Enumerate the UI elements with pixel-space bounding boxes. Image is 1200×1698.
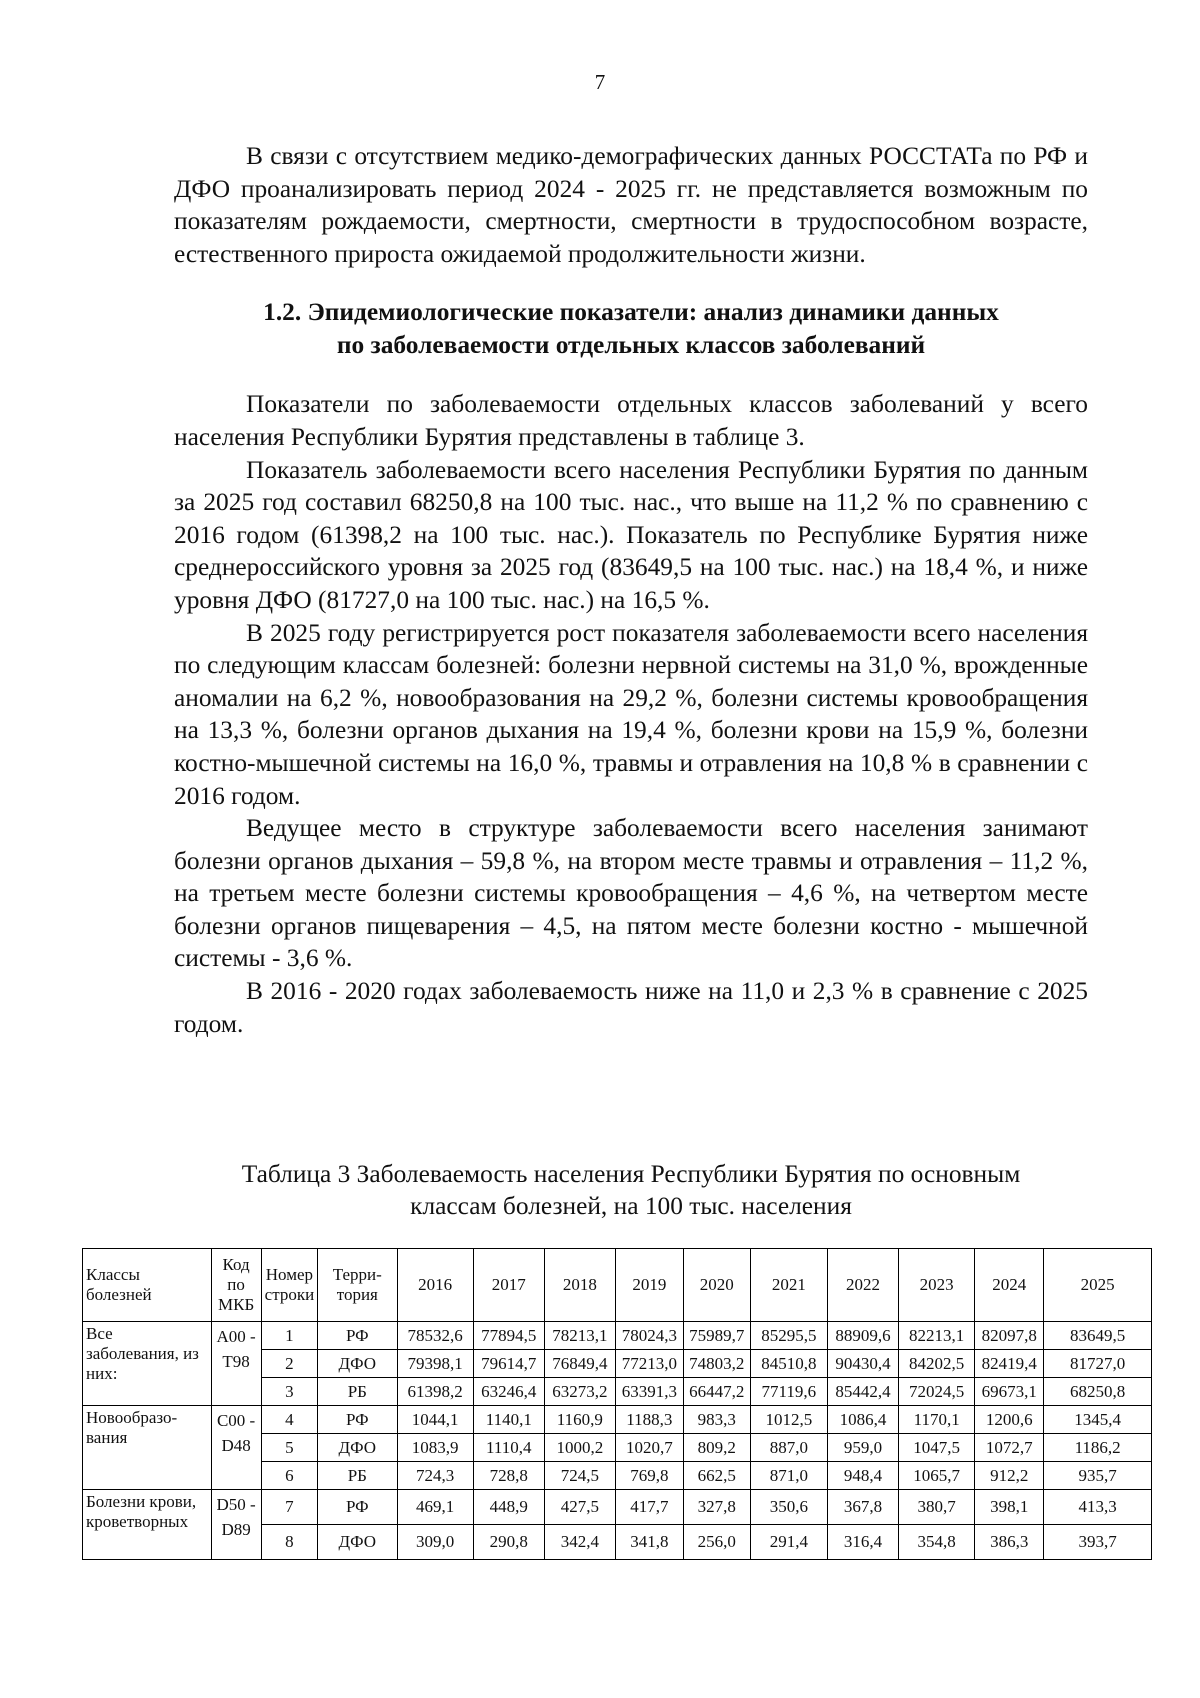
paragraph-5: В 2016 - 2020 годах заболеваемость ниже на 11,0 и 2,3 % в сравнение с 2025 годом. <box>174 977 1088 1038</box>
value-cell: 85295,5 <box>750 1322 827 1350</box>
value-cell: 81727,0 <box>1044 1350 1152 1378</box>
icd-code-cell: D50 - D89 <box>211 1490 261 1560</box>
table-caption-line-1: Таблица 3 Заболеваемость населения Республики Бурятия по основным <box>241 1160 1021 1188</box>
value-cell: 1065,7 <box>899 1462 975 1490</box>
table-header-row <box>83 1249 1152 1322</box>
value-cell: 959,0 <box>827 1434 898 1462</box>
disease-class-cell: Все заболевания, из них: <box>83 1322 212 1406</box>
value-cell: 83649,5 <box>1044 1322 1152 1350</box>
value-cell: 77894,5 <box>473 1322 544 1350</box>
value-cell: 809,2 <box>683 1434 750 1462</box>
value-cell: 1072,7 <box>975 1434 1044 1462</box>
value-cell: 380,7 <box>899 1490 975 1525</box>
header-year: 2024 <box>975 1249 1044 1322</box>
value-cell: 1012,5 <box>750 1406 827 1434</box>
value-cell: 1086,4 <box>827 1406 898 1434</box>
value-cell: 1200,6 <box>975 1406 1044 1434</box>
header-year: 2020 <box>683 1249 750 1322</box>
value-cell: 367,8 <box>827 1490 898 1525</box>
row-number-cell: 7 <box>261 1490 317 1525</box>
value-cell: 341,8 <box>615 1525 683 1560</box>
value-cell: 983,3 <box>683 1406 750 1434</box>
value-cell: 662,5 <box>683 1462 750 1490</box>
value-cell: 79614,7 <box>473 1350 544 1378</box>
disease-class-cell: Новообразо-вания <box>83 1406 212 1490</box>
territory-cell: ДФО <box>318 1350 397 1378</box>
territory-cell: РБ <box>318 1378 397 1406</box>
row-number-cell: 2 <box>261 1350 317 1378</box>
value-cell: 82419,4 <box>975 1350 1044 1378</box>
value-cell: 427,5 <box>544 1490 615 1525</box>
value-cell: 1020,7 <box>615 1434 683 1462</box>
value-cell: 728,8 <box>473 1462 544 1490</box>
header-year: 2019 <box>615 1249 683 1322</box>
value-cell: 1345,4 <box>1044 1406 1152 1434</box>
row-number-cell: 6 <box>261 1462 317 1490</box>
value-cell: 342,4 <box>544 1525 615 1560</box>
header-code: Код по МКБ <box>211 1249 261 1322</box>
header-year: 2021 <box>750 1249 827 1322</box>
value-cell: 256,0 <box>683 1525 750 1560</box>
value-cell: 84510,8 <box>750 1350 827 1378</box>
value-cell: 871,0 <box>750 1462 827 1490</box>
row-number-cell: 8 <box>261 1525 317 1560</box>
value-cell: 63246,4 <box>473 1378 544 1406</box>
row-number-cell: 4 <box>261 1406 317 1434</box>
value-cell: 78213,1 <box>544 1322 615 1350</box>
value-cell: 66447,2 <box>683 1378 750 1406</box>
value-cell: 724,5 <box>544 1462 615 1490</box>
value-cell: 82097,8 <box>975 1322 1044 1350</box>
value-cell: 1160,9 <box>544 1406 615 1434</box>
row-number-cell: 3 <box>261 1378 317 1406</box>
table-caption <box>160 1158 1102 1222</box>
value-cell: 74803,2 <box>683 1350 750 1378</box>
territory-cell: ДФО <box>318 1525 397 1560</box>
section-heading-line-2: по заболеваемости отдельных классов заболеваний <box>336 331 926 360</box>
value-cell: 413,3 <box>1044 1490 1152 1525</box>
value-cell: 1170,1 <box>899 1406 975 1434</box>
value-cell: 350,6 <box>750 1490 827 1525</box>
spacer <box>174 362 1088 388</box>
value-cell: 327,8 <box>683 1490 750 1525</box>
value-cell: 887,0 <box>750 1434 827 1462</box>
territory-cell: РФ <box>318 1322 397 1350</box>
value-cell: 724,3 <box>397 1462 473 1490</box>
value-cell: 63391,3 <box>615 1378 683 1406</box>
header-year: 2017 <box>473 1249 544 1322</box>
paragraph-1: Показатели по заболеваемости отдельных классов заболеваний у всего населения Республики Бурятия представлены в таблице 3. <box>174 390 1088 451</box>
value-cell: 78024,3 <box>615 1322 683 1350</box>
value-cell: 79398,1 <box>397 1350 473 1378</box>
value-cell: 77119,6 <box>750 1378 827 1406</box>
value-cell: 85442,4 <box>827 1378 898 1406</box>
territory-cell: РФ <box>318 1490 397 1525</box>
table-caption-line-2: классам болезней, на 100 тыс. населения <box>410 1192 852 1220</box>
value-cell: 84202,5 <box>899 1350 975 1378</box>
value-cell: 935,7 <box>1044 1462 1152 1490</box>
header-year: 2022 <box>827 1249 898 1322</box>
value-cell: 1044,1 <box>397 1406 473 1434</box>
table-group <box>83 1322 1152 1406</box>
value-cell: 90430,4 <box>827 1350 898 1378</box>
value-cell: 69673,1 <box>975 1378 1044 1406</box>
icd-code-cell: А00 - Т98 <box>211 1322 261 1406</box>
value-cell: 354,8 <box>899 1525 975 1560</box>
icd-code-cell: С00 - D48 <box>211 1406 261 1490</box>
value-cell: 398,1 <box>975 1490 1044 1525</box>
value-cell: 1110,4 <box>473 1434 544 1462</box>
header-year: 2018 <box>544 1249 615 1322</box>
header-year: 2025 <box>1044 1249 1152 1322</box>
value-cell: 68250,8 <box>1044 1378 1152 1406</box>
value-cell: 386,3 <box>975 1525 1044 1560</box>
value-cell: 316,4 <box>827 1525 898 1560</box>
value-cell: 63273,2 <box>544 1378 615 1406</box>
value-cell: 1186,2 <box>1044 1434 1152 1462</box>
section-heading <box>174 296 1088 362</box>
value-cell: 417,7 <box>615 1490 683 1525</box>
territory-cell: ДФО <box>318 1434 397 1462</box>
value-cell: 448,9 <box>473 1490 544 1525</box>
paragraph-2: Показатель заболеваемости всего населения Республики Бурятия по данным за 2025 год составил 68250,8 на 100 тыс. нас., что выше на 11,2 % по сравнению с 2016 годом (61398,2 на 100 тыс. нас.). Показатель по Республике Бурятия ниже среднероссийского уровня за 2025 год (83649,5 на 100 тыс. нас.) на 18,4 %, и ниже уровня ДФО (81727,0 на 100 тыс. нас.) на 16,5 %. <box>174 455 1088 614</box>
value-cell: 1140,1 <box>473 1406 544 1434</box>
value-cell: 769,8 <box>615 1462 683 1490</box>
paragraph-4: Ведущее место в структуре заболеваемости всего населения занимают болезни органов дыхания – 59,8 %, на втором месте травмы и отравления – 11,2 %, на третьем месте болезни системы кровообращения – 4,6 %, на четвертом месте болезни органов пищеварения – 4,5, на пятом месте болезни костно - мышечной системы - 3,6 %. <box>174 814 1088 973</box>
header-territory: Терри-тория <box>318 1249 397 1322</box>
header-year: 2016 <box>397 1249 473 1322</box>
value-cell: 78532,6 <box>397 1322 473 1350</box>
morbidity-table <box>82 1248 1152 1560</box>
value-cell: 75989,7 <box>683 1322 750 1350</box>
value-cell: 1188,3 <box>615 1406 683 1434</box>
table-group <box>83 1490 1152 1560</box>
value-cell: 290,8 <box>473 1525 544 1560</box>
paragraph-3: В 2025 году регистрируется рост показателя заболеваемости всего населения по следующим классам болезней: болезни нервной системы на 31,0 %, врожденные аномалии на 6,2 %, новообразования на 29,2 %, болезни системы кровообращения на 13,3 %, болезни органов дыхания на 19,4 %, болезни крови на 15,9 %, болезни костно-мышечной системы на 16,0 %, травмы и отравления на 10,8 % в сравнении с 2016 годом. <box>174 618 1088 810</box>
spacer <box>174 270 1088 296</box>
value-cell: 61398,2 <box>397 1378 473 1406</box>
value-cell: 469,1 <box>397 1490 473 1525</box>
value-cell: 1083,9 <box>397 1434 473 1462</box>
table-row <box>83 1490 1152 1525</box>
value-cell: 72024,5 <box>899 1378 975 1406</box>
value-cell: 77213,0 <box>615 1350 683 1378</box>
document-body <box>174 140 1088 1040</box>
value-cell: 1047,5 <box>899 1434 975 1462</box>
value-cell: 88909,6 <box>827 1322 898 1350</box>
value-cell: 291,4 <box>750 1525 827 1560</box>
territory-cell: РБ <box>318 1462 397 1490</box>
value-cell: 393,7 <box>1044 1525 1152 1560</box>
disease-class-cell: Болезни крови, кроветворных <box>83 1490 212 1560</box>
table-group <box>83 1406 1152 1490</box>
value-cell: 948,4 <box>827 1462 898 1490</box>
row-number-cell: 1 <box>261 1322 317 1350</box>
page-number: 7 <box>594 70 606 94</box>
header-class: Классы болезней <box>83 1249 212 1322</box>
row-number-cell: 5 <box>261 1434 317 1462</box>
header-year: 2023 <box>899 1249 975 1322</box>
table-row <box>83 1406 1152 1434</box>
value-cell: 76849,4 <box>544 1350 615 1378</box>
value-cell: 1000,2 <box>544 1434 615 1462</box>
intro-paragraph: В связи с отсутствием медико-демографических данных РОССТАТа по РФ и ДФО проанализировать период 2024 - 2025 гг. не представляется возможным по показателям рождаемости, смертности, смертности в трудоспособном возрасте, естественного прироста ожидаемой продолжительности жизни. <box>174 142 1088 268</box>
table-row <box>83 1322 1152 1350</box>
value-cell: 309,0 <box>397 1525 473 1560</box>
value-cell: 912,2 <box>975 1462 1044 1490</box>
section-heading-line-1: 1.2. Эпидемиологические показатели: анализ динамики данных <box>263 298 999 327</box>
header-row-number: Номер строки <box>261 1249 317 1322</box>
territory-cell: РФ <box>318 1406 397 1434</box>
value-cell: 82213,1 <box>899 1322 975 1350</box>
